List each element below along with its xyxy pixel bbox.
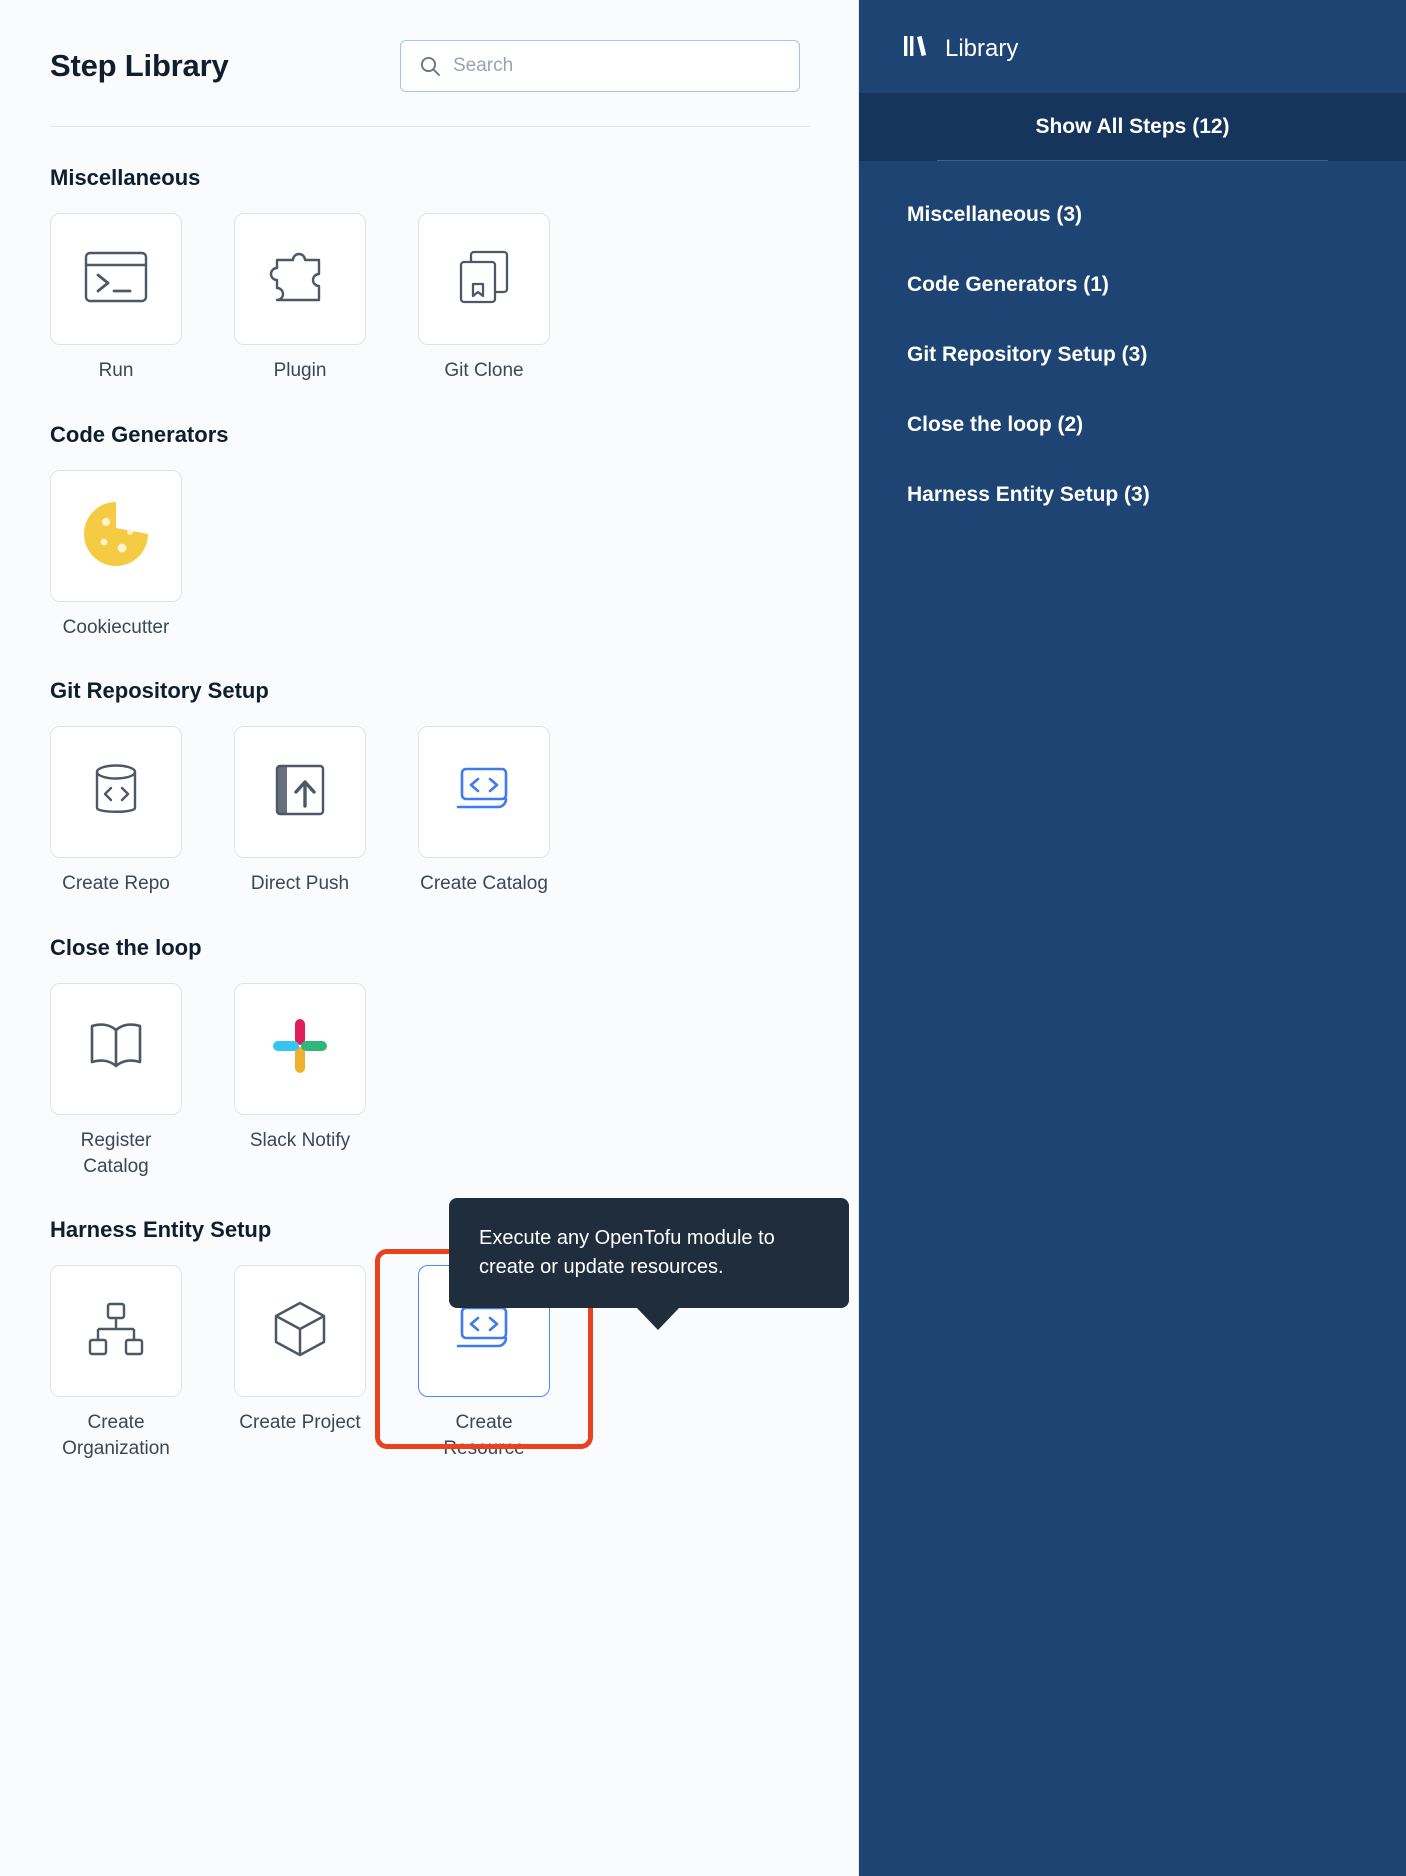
step-tile-slack-notify-label: Slack Notify <box>249 1129 351 1151</box>
step-tile-create-project-label: Create Project <box>239 1412 361 1434</box>
terminal-icon <box>84 251 148 308</box>
category-list <box>859 161 1406 507</box>
step-tile-create-resource-label: Create Resource <box>443 1412 525 1459</box>
group-title-code-generators: Code Generators <box>50 421 229 447</box>
book-icon <box>84 1018 148 1079</box>
cube-icon <box>270 1299 330 1364</box>
step-tile-cookiecutter-card[interactable] <box>50 470 182 602</box>
group-title-git-repository-setup: Git Repository Setup <box>50 678 269 704</box>
step-tile-cookiecutter[interactable] <box>50 470 182 641</box>
category-item-miscellaneous[interactable]: Miscellaneous (3) <box>907 203 1083 226</box>
library-panel <box>859 0 1406 1876</box>
tooltip-arrow <box>636 1307 680 1330</box>
step-tile-create-repo-label: Create Repo <box>62 873 170 895</box>
tile-group-close-the-loop <box>50 983 810 1179</box>
step-tile-run[interactable] <box>50 213 182 384</box>
step-tile-slack-notify-card[interactable] <box>234 983 366 1115</box>
step-tile-register-catalog-card[interactable] <box>50 983 182 1115</box>
step-tile-plugin[interactable] <box>234 213 366 384</box>
category-item-harness-entity-setup[interactable]: Harness Entity Setup (3) <box>907 483 1150 506</box>
library-icon <box>903 34 929 63</box>
step-tile-create-organization[interactable] <box>50 1265 182 1461</box>
group-title-close-the-loop: Close the loop <box>50 934 202 960</box>
panel-header <box>0 0 858 92</box>
category-item-git-repository-setup[interactable]: Git Repository Setup (3) <box>907 343 1148 366</box>
header-divider <box>50 126 810 127</box>
step-tile-plugin-label: Plugin <box>273 360 327 381</box>
direct-push-icon <box>269 760 331 825</box>
step-tile-create-catalog-card[interactable] <box>418 726 550 858</box>
show-all-steps-button[interactable] <box>859 93 1406 161</box>
step-tile-create-organization-card[interactable] <box>50 1265 182 1397</box>
tile-group-miscellaneous <box>50 213 810 384</box>
tooltip-text: Execute any OpenTofu module to create or update resources. <box>479 1227 775 1278</box>
step-tile-cookiecutter-label: Cookiecutter <box>62 616 170 638</box>
step-tile-git-clone[interactable] <box>418 213 550 384</box>
group-title-harness-entity-setup: Harness Entity Setup <box>50 1217 272 1243</box>
group-title-miscellaneous: Miscellaneous <box>50 165 201 190</box>
step-tile-create-project[interactable] <box>234 1265 366 1461</box>
step-tile-create-project-card[interactable] <box>234 1265 366 1397</box>
step-tile-direct-push-label: Direct Push <box>250 873 350 895</box>
category-item-code-generators[interactable]: Code Generators (1) <box>907 273 1109 296</box>
repo-code-icon <box>85 760 147 825</box>
step-tile-git-clone-label: Git Clone <box>444 360 524 381</box>
puzzle-piece-icon <box>269 248 331 311</box>
git-clone-icon <box>453 248 515 311</box>
step-tile-direct-push-card[interactable] <box>234 726 366 858</box>
library-title: Library <box>945 34 1019 62</box>
step-tile-create-repo[interactable] <box>50 726 182 897</box>
resource-code-icon <box>452 1300 516 1363</box>
step-tile-register-catalog[interactable] <box>50 983 182 1179</box>
search-icon <box>419 55 441 77</box>
search-input[interactable] <box>441 55 799 77</box>
step-tile-register-catalog-label: Register Catalog <box>80 1129 152 1177</box>
tile-group-code-generators <box>50 470 810 641</box>
slack-icon <box>269 1015 331 1082</box>
page-title: Step Library <box>50 48 229 83</box>
step-tile-git-clone-card[interactable] <box>418 213 550 345</box>
step-tile-create-catalog[interactable] <box>418 726 550 897</box>
catalog-code-icon <box>452 761 516 824</box>
tooltip <box>449 1198 849 1308</box>
step-tile-plugin-card[interactable] <box>234 213 366 345</box>
category-item-close-the-loop[interactable]: Close the loop (2) <box>907 413 1084 436</box>
step-tile-create-catalog-label: Create Catalog <box>420 873 548 895</box>
tile-group-git-repository-setup <box>50 726 810 897</box>
search-box[interactable] <box>400 40 800 92</box>
step-tile-run-card[interactable] <box>50 213 182 345</box>
library-header <box>859 0 1406 63</box>
step-tile-slack-notify[interactable] <box>234 983 366 1179</box>
step-tile-create-repo-card[interactable] <box>50 726 182 858</box>
step-tile-run-label: Run <box>98 360 134 381</box>
step-tile-direct-push[interactable] <box>234 726 366 897</box>
org-tree-icon <box>86 1300 146 1363</box>
step-tile-create-organization-label: Create Organization <box>62 1412 170 1459</box>
cookie-icon <box>80 498 152 573</box>
show-all-steps-label: Show All Steps (12) <box>1035 115 1230 138</box>
